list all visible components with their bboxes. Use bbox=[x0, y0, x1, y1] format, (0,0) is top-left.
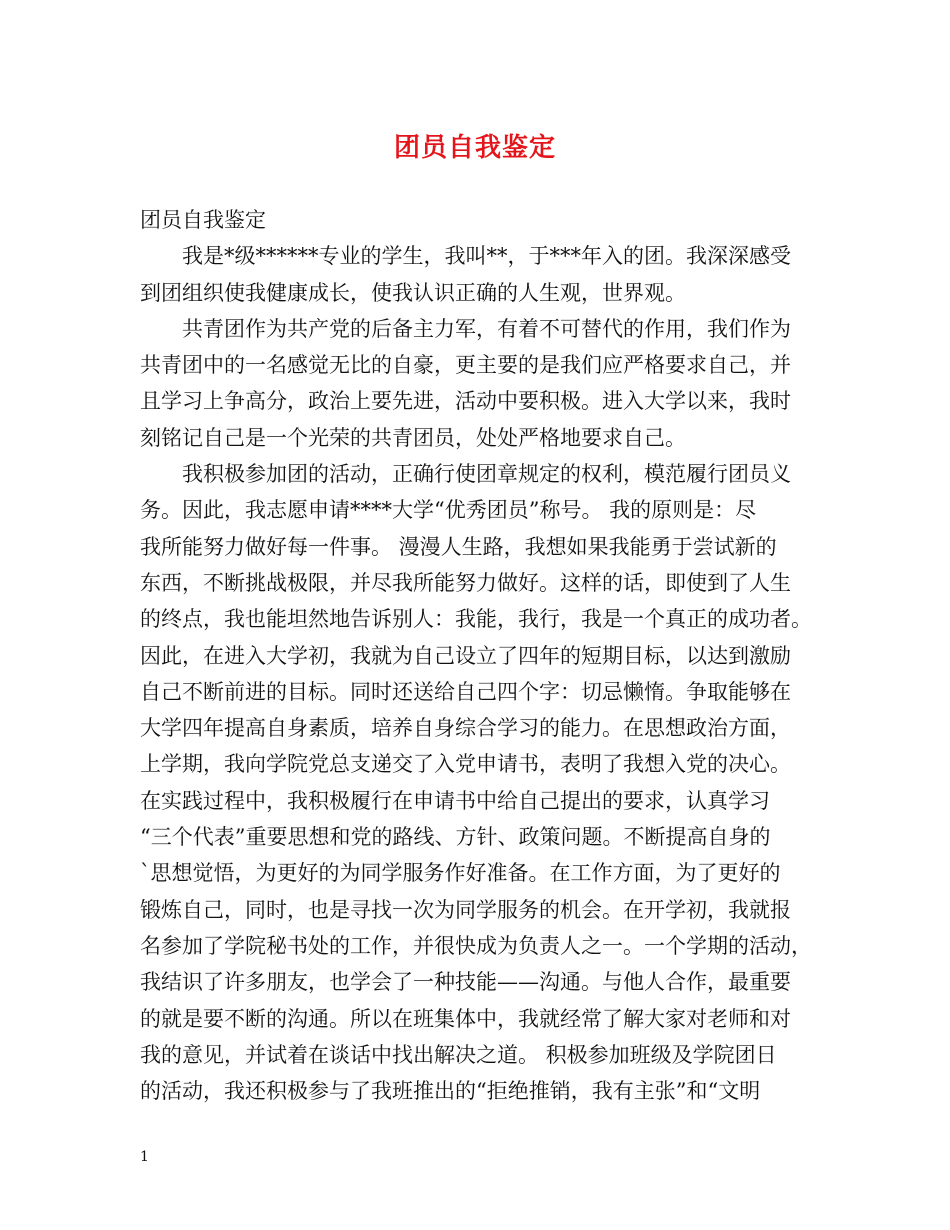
document-body bbox=[140, 202, 830, 1109]
text-line: 自己不断前进的目标。同时还送给自己四个字：切忌懒惰。争取能够在 bbox=[140, 679, 791, 704]
text-line: 我的意见，并试着在谈话中找出解决之道。 积极参加班级及学院团日 bbox=[140, 1042, 777, 1067]
text-line: 我结识了许多朋友，也学会了一种技能——沟通。与他人合作，最重要 bbox=[140, 970, 791, 995]
text-line: 且学习上争高分，政治上要先进，活动中要积极。进入大学以来，我时 bbox=[140, 389, 791, 414]
document-title: 团员自我鉴定 bbox=[393, 133, 556, 163]
text-line: 锻炼自己，同时，也是寻找一次为同学服务的机会。在开学初，我就报 bbox=[140, 897, 791, 922]
text-line: 我是*级******专业的学生，我叫**，于***年入的团。我深深感受 bbox=[140, 244, 791, 269]
text-line: 到团组织使我健康成长，使我认识正确的人生观，世界观。 bbox=[140, 280, 686, 305]
text-line: `思想觉悟，为更好的为同学服务作好准备。在工作方面，为了更好的 bbox=[140, 861, 781, 886]
text-line: 的就是要不断的沟通。所以在班集体中，我就经常了解大家对老师和对 bbox=[140, 1006, 791, 1031]
text-line: 的活动，我还积极参与了我班推出的“拒绝推销，我有主张”和“文明 bbox=[140, 1079, 761, 1104]
text-line: “三个代表”重要思想和党的路线、方针、政策问题。不断提高自身的 bbox=[140, 825, 771, 850]
text-line: 我所能努力做好每一件事。 漫漫人生路，我想如果我能勇于尝试新的 bbox=[140, 534, 777, 559]
text-line: 务。因此，我志愿申请****大学“优秀团员”称号。 我的原则是：尽 bbox=[140, 498, 757, 523]
text-line: 的终点，我也能坦然地告诉别人：我能，我行，我是一个真正的成功者。 bbox=[140, 607, 812, 632]
text-line: 东西，不断挑战极限，并尽我所能努力做好。这样的话，即使到了人生 bbox=[140, 570, 791, 595]
text-line: 名参加了学院秘书处的工作，并很快成为负责人之一。一个学期的活动， bbox=[140, 933, 812, 958]
text-line: 共青团中的一名感觉无比的自豪，更主要的是我们应严格要求自己，并 bbox=[140, 353, 791, 378]
text-line: 上学期，我向学院党总支递交了入党申请书，表明了我想入党的决心。 bbox=[140, 752, 791, 777]
text-line: 大学四年提高自身素质，培养自身综合学习的能力。在思想政治方面， bbox=[140, 716, 791, 741]
page-number: 1 bbox=[140, 1149, 149, 1165]
text-line: 团员自我鉴定 bbox=[140, 208, 266, 232]
text-line: 在实践过程中，我积极履行在申请书中给自己提出的要求，认真学习 bbox=[140, 788, 770, 813]
text-line: 刻铭记自己是一个光荣的共青团员，处处严格地要求自己。 bbox=[140, 425, 686, 450]
text-line: 因此，在进入大学初，我就为自己设立了四年的短期目标，以达到激励 bbox=[140, 643, 791, 668]
text-line: 我积极参加团的活动，正确行使团章规定的权利，模范履行团员义 bbox=[140, 462, 791, 487]
text-line: 共青团作为共产党的后备主力军，有着不可替代的作用，我们作为 bbox=[140, 316, 791, 341]
